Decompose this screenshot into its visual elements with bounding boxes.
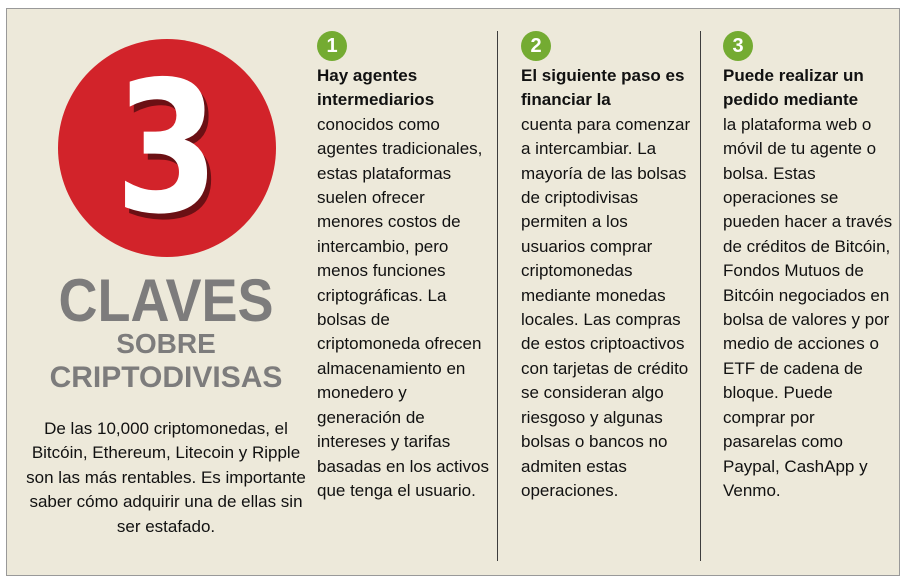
step-2-badge: 2: [521, 31, 551, 61]
column-divider: [497, 31, 498, 561]
big-number: 3: [115, 42, 219, 254]
red-circle-badge: [58, 39, 276, 257]
title-claves: CLAVES: [58, 267, 274, 334]
step-2-text: [521, 64, 693, 503]
step-1-lead: Hay agentes intermediarios: [317, 66, 435, 110]
step-1-text: [317, 64, 489, 503]
intro-text: De las 10,000 criptomonedas, el Bitcóin, Ethereum, Litecoin y Ripple son las más rentables. Es importante saber cómo adquirir una de ellas sin ser estafado.: [26, 419, 306, 536]
step-3-badge: 3: [723, 31, 753, 61]
step-1-badge: 1: [317, 31, 347, 61]
column-divider: [700, 31, 701, 561]
infographic-panel: [6, 8, 900, 576]
step-3-text: [723, 64, 893, 503]
step-3-body: la plataforma web o móvil de tu agente o bolsa. Estas operaciones se pueden hacer a través de créditos de Bitcóin, Fondos Mutuos de Bitcóin negociados en bolsa de valores y por medio de acciones o ETF de cadena de bloque. Puede comprar por pasarelas como Paypal, CashApp y Venmo.: [723, 114, 893, 500]
step-1-body: conocidos como agentes tradicionales, estas plataformas suelen ofrecer menores costos de intercambio, pero menos funciones criptográficas. La bolsas de criptomoneda ofrecen almacenamiento en monedero y generación de intereses y tarifas basadas en los activos que tenga el usuario.: [317, 114, 489, 500]
title-criptodivisas: CRIPTODIVISAS: [49, 361, 283, 394]
title-sobre: SOBRE: [116, 328, 216, 359]
step-2-lead: El siguiente paso es financiar la: [521, 66, 685, 110]
step-2-body: cuenta para comenzar a intercambiar. La mayoría de las bolsas de criptodivisas permiten a los usuarios comprar criptomonedas mediante monedas locales. Las compras de estos criptoactivos con tarjetas de crédito se consideran algo riesgoso y algunas bolsas o bancos no admiten estas operaciones.: [521, 114, 691, 500]
step-3-lead: Puede realizar un pedido mediante: [723, 66, 864, 110]
